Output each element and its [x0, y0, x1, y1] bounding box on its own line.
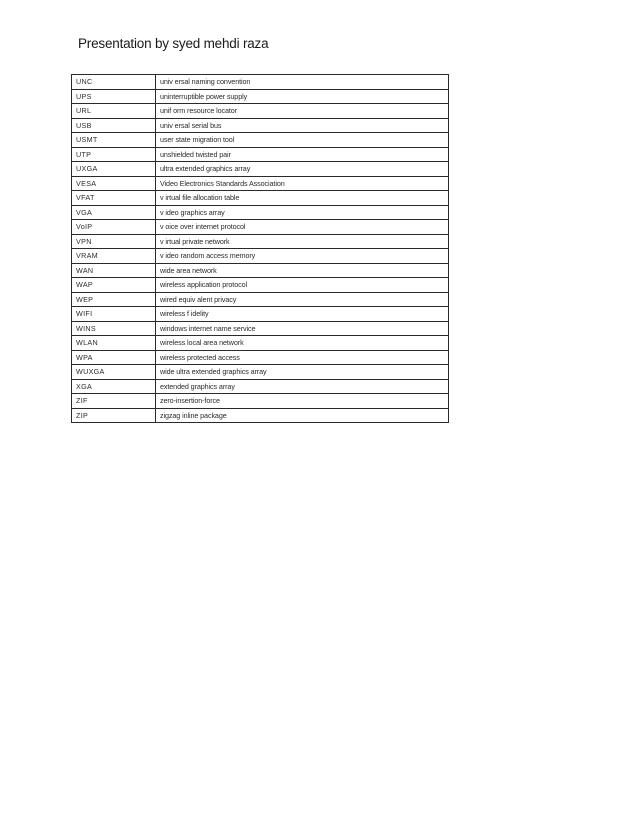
meaning-cell: unshielded twisted pair: [156, 147, 449, 162]
abbreviation-cell: UPS: [72, 89, 156, 104]
table-row: [72, 307, 449, 322]
abbreviation-cell: VoIP: [72, 220, 156, 235]
abbreviation-cell: URL: [72, 104, 156, 119]
meaning-cell: v ideo graphics array: [156, 205, 449, 220]
abbreviation-cell: WLAN: [72, 336, 156, 351]
table-row: [72, 292, 449, 307]
abbreviation-cell: WPA: [72, 350, 156, 365]
abbreviation-cell: WINS: [72, 321, 156, 336]
meaning-cell: wireless application protocol: [156, 278, 449, 293]
table-row: [72, 147, 449, 162]
abbreviation-cell: ZIF: [72, 394, 156, 409]
table-row: [72, 191, 449, 206]
meaning-cell: wireless f idelity: [156, 307, 449, 322]
table-row: [72, 263, 449, 278]
meaning-cell: zigzag inline package: [156, 408, 449, 423]
page-title: Presentation by syed mehdi raza: [78, 36, 269, 51]
abbreviation-cell: ZIP: [72, 408, 156, 423]
meaning-cell: uninterruptible power supply: [156, 89, 449, 104]
abbreviation-cell: WIFI: [72, 307, 156, 322]
table-row: [72, 133, 449, 148]
abbreviation-cell: VESA: [72, 176, 156, 191]
table-row: [72, 394, 449, 409]
meaning-cell: v ideo random access memory: [156, 249, 449, 264]
table-row: [72, 176, 449, 191]
table-row: [72, 205, 449, 220]
table-row: [72, 118, 449, 133]
table-row: [72, 278, 449, 293]
abbreviation-table-body: [72, 75, 449, 423]
meaning-cell: wired equiv alent privacy: [156, 292, 449, 307]
abbreviation-cell: VGA: [72, 205, 156, 220]
table-row: [72, 379, 449, 394]
abbreviation-cell: USMT: [72, 133, 156, 148]
meaning-cell: zero-insertion-force: [156, 394, 449, 409]
abbreviation-cell: VPN: [72, 234, 156, 249]
meaning-cell: wireless local area network: [156, 336, 449, 351]
abbreviation-cell: WAP: [72, 278, 156, 293]
meaning-cell: unif orm resource locator: [156, 104, 449, 119]
meaning-cell: v irtual file allocation table: [156, 191, 449, 206]
table-row: [72, 249, 449, 264]
abbreviation-cell: USB: [72, 118, 156, 133]
table-row: [72, 75, 449, 90]
table-row: [72, 321, 449, 336]
abbreviation-table: [71, 74, 449, 423]
table-row: [72, 104, 449, 119]
abbreviation-cell: WEP: [72, 292, 156, 307]
abbreviation-cell: VRAM: [72, 249, 156, 264]
meaning-cell: univ ersal naming convention: [156, 75, 449, 90]
meaning-cell: Video Electronics Standards Association: [156, 176, 449, 191]
table-row: [72, 89, 449, 104]
table-row: [72, 350, 449, 365]
table-row: [72, 162, 449, 177]
table-row: [72, 365, 449, 380]
abbreviation-cell: XGA: [72, 379, 156, 394]
meaning-cell: v irtual private network: [156, 234, 449, 249]
table-row: [72, 336, 449, 351]
table-row: [72, 408, 449, 423]
meaning-cell: wide area network: [156, 263, 449, 278]
meaning-cell: univ ersal serial bus: [156, 118, 449, 133]
abbreviation-cell: VFAT: [72, 191, 156, 206]
meaning-cell: extended graphics array: [156, 379, 449, 394]
meaning-cell: v oice over internet protocol: [156, 220, 449, 235]
table-row: [72, 234, 449, 249]
table-row: [72, 220, 449, 235]
meaning-cell: wireless protected access: [156, 350, 449, 365]
abbreviation-cell: UTP: [72, 147, 156, 162]
meaning-cell: user state migration tool: [156, 133, 449, 148]
abbreviation-cell: UNC: [72, 75, 156, 90]
meaning-cell: ultra extended graphics array: [156, 162, 449, 177]
meaning-cell: windows internet name service: [156, 321, 449, 336]
meaning-cell: wide ultra extended graphics array: [156, 365, 449, 380]
abbreviation-cell: WUXGA: [72, 365, 156, 380]
abbreviation-cell: WAN: [72, 263, 156, 278]
abbreviation-cell: UXGA: [72, 162, 156, 177]
